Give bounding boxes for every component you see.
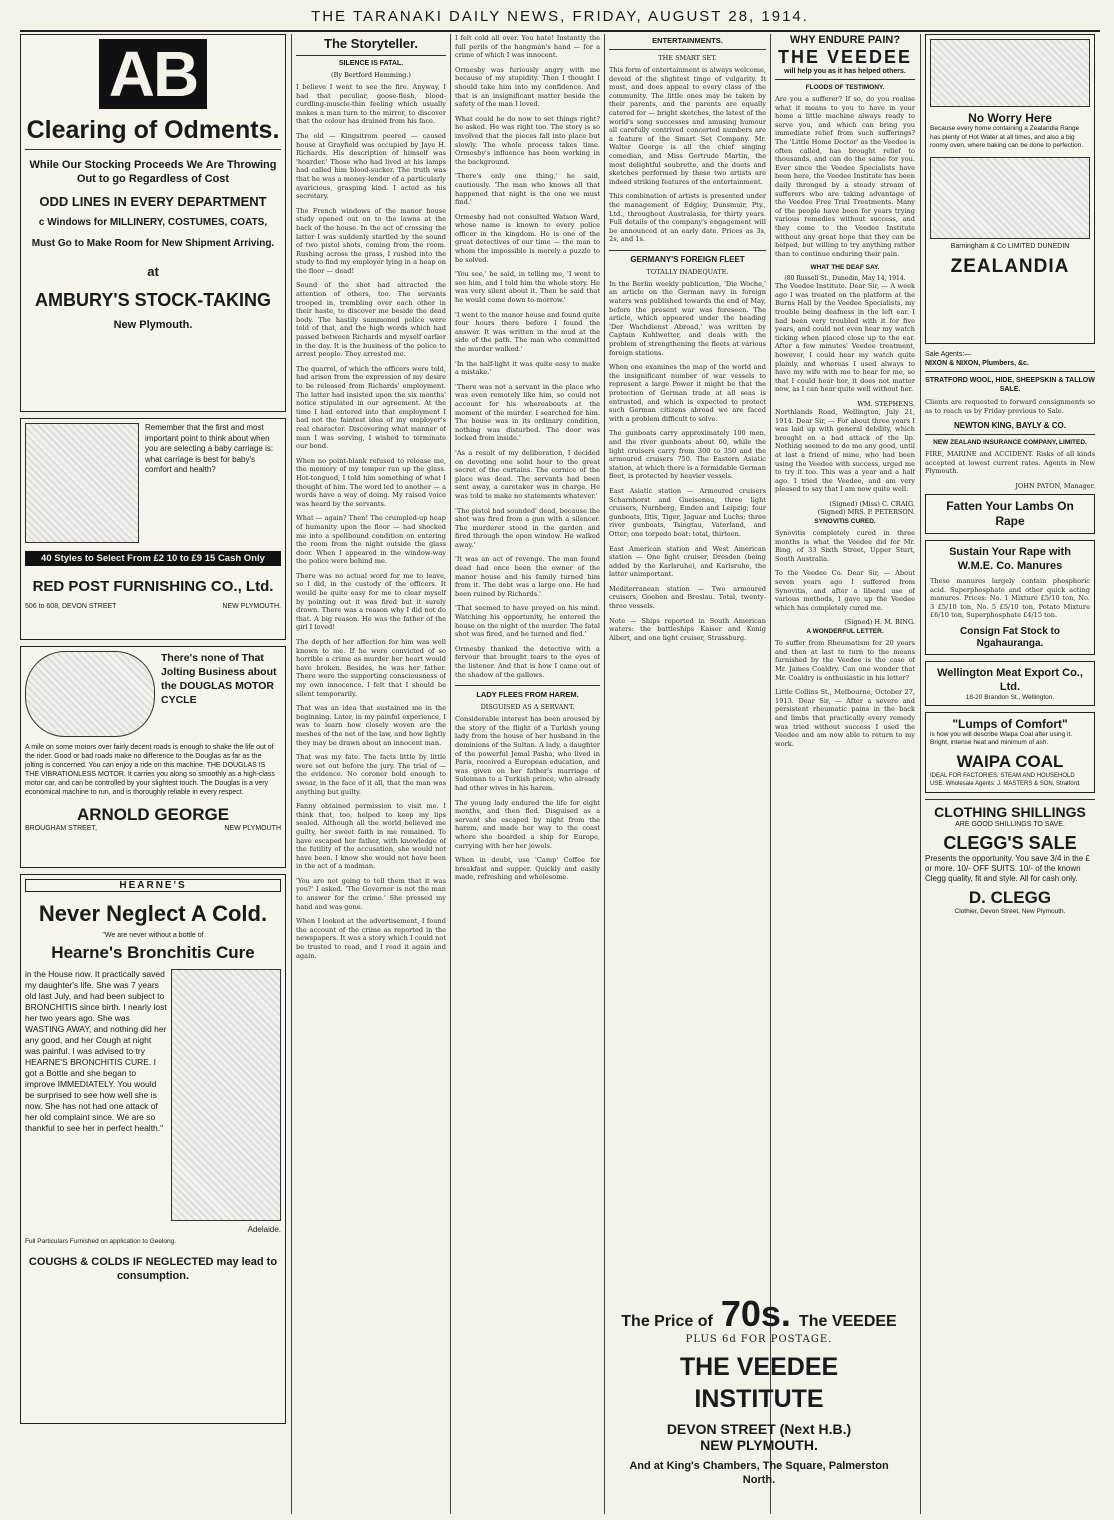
price-suffix: The VEEDEE (798, 1313, 897, 1330)
veedee-paragraph: To the Veedee Co. Dear Sir, — About seven years ago I suffered from Synovitis, and after a liberal use of various methods, I gave up the Veedee which has completely cured me. (775, 569, 915, 612)
zealandia-ad (925, 34, 1095, 344)
red-post-address: 506 to 608, DEVON STREET (25, 603, 117, 610)
column-rule (291, 34, 292, 1514)
story-paragraph: What could he do now to set things right? he asked. He was right too. The story is so involved that the pieces fall into place but slowly. The whole process takes time. Ormesby's influence has been working in the background. (455, 114, 600, 166)
testimonial: in the House now. It practically saved my daughter's life. She was 7 years old last July, and had been subject to BRONCHITIS since birth. I nearly lost her two years ago. She was WASTING AWAY, and nothing did her any good, and her Cough at night was painful. I was advised to try HEARNE'S BRONCHITIS CURE. I got a Bottle and she began to improve IMMEDIATELY. You would be surprised to see how well she is now. She has not had one attack of her old complaint since. We are so thankful to see her in perfect health." (25, 969, 167, 1133)
story-paragraph: When I looked at the advertisement, I found the account of the crime as reported in the newspapers. It was a story which I could not be trusted to read, and I read it again and again. (296, 917, 446, 960)
cleggs-sale: CLEGG'S SALE (943, 832, 1077, 853)
wellington-ad (925, 661, 1095, 706)
barningham: Barningham & Co LIMITED DUNEDIN (950, 242, 1070, 250)
deaf-title: WHAT THE DEAF SAY. (810, 264, 880, 272)
story-paragraph: Sound of the shot had attracted the attention of others, too. The servants trooped in, trembling over each other in their haste, to discover me beside the dead body. The hastily summoned police were told of that, and the high words which had passed between Richards and myself earlier in the day. It is the business of the police to arrest people. They arrested me. (296, 281, 446, 359)
story-paragraph: What — again? Then! The crumpled-up heap of humanity upon the floor — had shocked me into a spellbound condition on entering the room from the night outside the glass door. When I appeared in the window-way the police were behind me. (296, 514, 446, 566)
at-word: at (147, 264, 159, 279)
wonderful-title: A WONDERFUL LETTER. (806, 628, 884, 636)
entertainment-paragraph: This form of entertainment is always welcome, devoid of the slightest tinge of vulgarity. It must, and does appeal to every class of the community. The little ones may be taken by their parents, and the parents are equally catered for — bright sketches, the latest of the world's song successes and amusing humour all carefully contrived concerted numbers are a feature of the Smart Set Company. Mr. Walter George is all the chief singing comedian, and Miss Gertrude Martin, the most delightful soubrette, and the duets and sketches performed by these two artists are indeed striking features of the entertainment. (609, 66, 766, 186)
manures-text: These manures largely contain phosphoric acid. Superphosphate and other quick acting manures. Prices: No. 1 Mixture £5/10 ton, No. 3 £5/10 ton, No. 5 £5/10 ton, Potato Mixture £6/10 ton, Superphosphate £4/15 ton. (930, 576, 1090, 620)
harem-paragraph: The young lady endured the life for eight months, and then fled. Disguised as a servant she escaped by night from the harem, and made her way to the coast where she boarded a ship for Europe, carrying with her her jewels. (455, 798, 600, 850)
styles-line: 40 Styles to Select From £2 10 to £9 15 Cash Only (25, 551, 281, 566)
paton: JOHN PATON, Manager. (1015, 481, 1095, 490)
storyteller-title: The Storyteller. (324, 36, 418, 51)
story-paragraph: 'That seemed to have preyed on his mind. Watching his opportunity, he entered the house on the night of the murder. The fatal shot was fired, and he turned and fled.' (455, 604, 600, 639)
germany-paragraph: Mediterranean station — Two armoured cruisers, Goeben and Breslau. Total, twenty-three vessels. (609, 584, 766, 611)
veedee-name: THE VEEDEE (777, 47, 913, 67)
story-paragraph: There was no actual word for me to leave, so I did, in the custody of the officers. It would be quite easy for me to clear myself by pointing out it was fired but it surely drawn. There was a reason why I did not do that. A big reason. He was the father of the girl I loved! (296, 571, 446, 632)
germany-paragraph: When one examines the map of the world and the insignificant number of war vessels to represent a large Power it might be that the protection of German trade at all seas is entrusted, and which is expected to protect such German citizens abroad we are faced with a problem difficult to solve. (609, 363, 766, 423)
ambury-city: New Plymouth. (113, 319, 193, 331)
full-particulars: Full Particulars Furnished on application to Geelong. (25, 1238, 177, 1245)
story-paragraph: I believe I went to see the fire. Anyway, I had that peculiar, goose-flesh, blood-curdling-muscle-thin feeling which usually makes a man turn to the mirror, to discover that the colour has drained from his face. (296, 83, 446, 126)
smart-set-title: THE SMART SET. (658, 54, 717, 62)
red-post-name: RED POST FURNISHING CO., Ltd. (32, 578, 274, 595)
sustain-title: Sustain Your Rape with W.M.E. Co. Manures (949, 545, 1071, 572)
range-illustration (930, 157, 1090, 239)
no-worry: No Worry Here (968, 111, 1052, 125)
harem-title: LADY FLEES FROM HAREM. (476, 690, 579, 700)
story-paragraph: 'You see,' he said, in telling me, 'I went to see him, and I told him the whole story. He was very silent about it. Then he said that he would come down to-morrow.' (455, 270, 600, 305)
story-paragraph: 'In the half-light it was quite easy to make a mistake.' (455, 359, 600, 377)
veedee-paragraph: To suffer from Rheumatism for 20 years and then at last to turn to the means furnished by the Veedee is the case of Mr. James Coaldry. Can one wonder that Mr. Coaldry is enthusiastic in his letter? (775, 639, 915, 682)
postage: PLUS 6d FOR POSTAGE. (685, 1334, 833, 1345)
veedee-paragraph: Synovitis completely cured in three months is what the Veedee did for Mr. Bing, of 33 Sixth Street, Upper Sturt, South Australia. (775, 528, 915, 563)
coughs-colds: COUGHS & COLDS IF NEGLECTED may lead to consumption. (28, 1256, 278, 1282)
waipa-ad (925, 712, 1095, 793)
column-rule (920, 34, 921, 1514)
veedee-paragraph: Are you a sufferer? If so, do you realise what it means to you to have in your home a little machine always ready to serve you, and which can bring you immediate relief from such sufferings? The 'Little Home Doctor' as the Veedee is often called, has brought relief to thousands, and can do the same for you. Ever since the Veedee Specialists have been here, the Veedee Institute has been daily thronged by a steady stream of sufferers who are taking advantage of the Veedee Free Trial Treatments. Many of the people have been for years trying various remedies without success, and they come to the Veedee Institute without any great hope that they can be helped, but willing to try anything rather than to continue enduring their pain. (775, 95, 915, 258)
red-post-city: NEW PLYMOUTH. (222, 603, 281, 610)
knight-illustration (171, 969, 281, 1221)
insurance-text: FIRE, MARINE and ACCIDENT. Risks of all kinds accepted at lowest current rates. Agents in New Plymouth. (925, 450, 1095, 476)
germany-paragraph: Note — Ships reported in South American waters: the battleships Kaiser and Konig Albert, and one light cruiser, Strassburg. (609, 616, 766, 642)
floods-title: FLOODS OF TESTIMONY. (805, 84, 885, 91)
lumps-text: is how you will describe Waipa Coal after using it. Bright, intense heat and minimum of ash. (930, 730, 1073, 747)
veedee-help: will help you as it has helped others. (784, 68, 906, 75)
pot-illustration (930, 39, 1090, 107)
veedee-price: 70s. (720, 1293, 791, 1334)
adelaide: Adelaide. (247, 1225, 281, 1234)
story-byline: (By Bertford Hemming.) (331, 71, 411, 79)
story-paragraph: 'It was an act of revenge. The man found dead had once been the owner of the manor house and his family turned him from it. The debt was a large one. He had been ruined by Richards.' (455, 555, 600, 598)
story-paragraph: 'There's only one thing,' he said, cautiously. 'The man who knows all that happened that night is the one we must find.' (455, 172, 600, 207)
veedee-institute: THE VEEDEE INSTITUTE (679, 1353, 839, 1413)
waipa-text: IDEAL FOR FACTORIES, STEAM AND HOUSEHOLD USE. Wholesale Agents: J. MASTERS & SON, Stratford. (930, 772, 1081, 787)
bing-sign: (Signed) H. M. BING. (844, 618, 915, 627)
sale-agents: Sale Agents:— (925, 351, 972, 358)
lumps-title: "Lumps of Comfort" (952, 716, 1068, 731)
fatten-ad (925, 494, 1095, 534)
never-without: "We are never without a bottle of (102, 932, 204, 939)
clegg-sub: Clothier, Devon Street, New Plymouth. (954, 907, 1066, 915)
nixon: NIXON & NIXON, Plumbers, &c. (925, 360, 1029, 367)
wme-ad (925, 540, 1095, 655)
germany-title: GERMANY'S FOREIGN FLEET (630, 254, 745, 264)
institute-address: DEVON STREET (Next H.B.) (666, 1421, 852, 1437)
germany-paragraph: The gunboats carry approximately 100 men, and the river gunboats about 60, while the light cruisers carry from 300 to 350 and the armoured cruisers 750. The Eastern Asiatic station, at which there is a formidable German fleet, is protected by heavier vessels. (609, 429, 766, 481)
windows-line: c Windows for MILLINERY, COSTUMES, COATS, (38, 217, 268, 228)
never-neglect: Never Neglect A Cold. (38, 901, 268, 926)
motorcycle-illustration (25, 651, 155, 737)
column-ads-right (925, 34, 1095, 1514)
bronchitis-cure: Hearne's Bronchitis Cure (51, 943, 255, 962)
story-paragraph: Ormesby thanked the detective with a fervour that brought tears to the eyes of the listener. And that is how I came out of the shadow of the gallows. (455, 644, 600, 679)
masthead: THE TARANAKI DAILY NEWS, FRIDAY, AUGUST 28, 1914. (20, 4, 1100, 32)
story-paragraph: 'The pistol had sounded' dead, because the shot was fired from a gun with a silencer. The murderer stood in the garden and fired through the open window. He walked away.' (455, 506, 600, 549)
story-paragraph: Ormesby had not consulted Watson Ward, whose name is known to every police officer in the kingdom. He is one of the great detectives of our time — the man to whom the impossible is merely a puzzle to be solved. (455, 212, 600, 264)
story-paragraph: 'There was not a servant in the place who was even remotely like him, so could not account for his whereabouts at the moment of the murder. I searched for him. The house was in its ordinary condition, nothing was disturbed. The door was locked from inside.' (455, 382, 600, 443)
germany-paragraph: In the Berlin weekly publication, 'Die Woche,' an article on the German navy in foreign waters was published towards the end of May, before the present war was foreseen. The article, which appeared under the heading 'Der Wachdienst Abroad,' was written by Captain Kuhlwetter, and deals with the problem of strengthening the fleets at various foreign stations. (609, 279, 766, 357)
veedee-paragraph: Northlands Road, Wellington, July 21, 1914. Dear Sir, — For about three years I was laid up with general debility, which brought on a bad attack of the lip. Nothing seemed to do me any good, until at last a friend of mine, who had been using the Veedee with success, urged me to try it too. This was a year and a half ago. I tried the Veedee, and am very pleased to say that I am now quite well. (775, 408, 915, 494)
zealandia-text: Because every home containing a Zealandia Range has plenty of Hot Water at all times, and also a big roomy oven, where baking can be done to perfection. (930, 125, 1084, 149)
nz-insurance: NEW ZEALAND INSURANCE COMPANY, LIMITED. (933, 439, 1087, 447)
douglas-title: There's none of That Jolting Business about the DOUGLAS MOTOR CYCLE (161, 652, 277, 706)
story-paragraph: The old — Kingsitrom peered — caused house at Grayfield was occupied by Jaye H. Richards. His description of himself was 'hoarder.' Those who had lived at his lamps had called him blood-sucker. The truth was that he was a money-lender of a particularly avaricious, grasping kind. I acted as his secretary. (296, 131, 446, 201)
deaf-address: (80 Russell St., Dunedin, May 14, 1914. (784, 275, 906, 283)
story-paragraph: 'You are not going to tell them that it was you?' I asked. 'The Governor is not the man to answer for the crime.' She pressed my hand and was gone. (296, 876, 446, 911)
veedee-price-ad (609, 1290, 909, 1498)
harem-paragraph: Considerable interest has been aroused by the story of the flight of a Turkish young lady from the house of her husband in the dominions of the Sultan. A lady, a daughter of the powerful Jemal Pasha, who lived in Paris, received a European education, and was given on her father's marriage of Suleiman to a Turkish prince, who already had other wives in his harem. (455, 715, 600, 792)
story-paragraph: The French windows of the manor house study opened out on to the lawns at the back of the house. In the act of crossing the latter I was suddenly startled by the sound of two pistol shots, coming from the room. Rushing across the grass, I rushed into the study to find my employer lying in a heap on the floor — dead! (296, 206, 446, 275)
harem-paragraph: When in doubt, use 'Camp' Coffee for breakfast and supper. Quickly and easily made, refreshing and wholesome. (455, 856, 600, 882)
wool-text: Clients are requested to forward consignments so as to reach us by Friday previous to Sale. (925, 398, 1095, 415)
column-veedee-left (775, 34, 915, 1282)
hearnes-ad (20, 874, 286, 1424)
zealandia-name: ZEALANDIA (950, 255, 1070, 277)
douglas-ad (20, 646, 286, 868)
clegg-text: Presents the opportunity. You save 3/4 in the £ or more. 10/- OFF SUITS. 10/- of the known Clegg quality, fit and style. All for cash only. (925, 853, 1090, 883)
waipa-coal: WAIPA COAL (956, 751, 1064, 771)
story-paragraph: The depth of her affection for him was well known to me. If he were convicted of so horrible a crime as murder her heart would have broken. Besides, he was her father. There were the supporting consciousness of my own innocence. I felt that I should be silent temporarily. (296, 638, 446, 698)
germany-sub: TOTALLY INADEQUATE. (646, 267, 729, 276)
wellington-address: 18-20 Brandon St., Wellington. (965, 693, 1055, 701)
ambury-name: AMBURY'S STOCK-TAKING (35, 290, 271, 310)
story-paragraph: 'As a result of my deliberation, I decided on devoting one solid hour to the great secret of the curtains. The cornice of the place was dead. The servants had been sent away, a caretaker was in charge. He was told to make no statements whatever.' (455, 448, 600, 500)
story-paragraph: The quarrel, of which the officers were told, had arisen from the expression of my desire to be released from Richards' employment. The latter had insisted upon the six months' notice stipulated in our agreement. At the time I had entered into that employment I had not the faintest idea of my employer's real character. Discovering what manner of man I was serving, I wished to terminate our bond. (296, 364, 446, 451)
harem-sub: DISGUISED AS A SERVANT. (480, 703, 575, 712)
clegg-name: D. CLEGG (968, 887, 1052, 907)
odd-lines: ODD LINES IN EVERY DEPARTMENT (39, 194, 267, 209)
pain-title: WHY ENDURE PAIN? (789, 34, 901, 46)
column-story-continued (455, 34, 600, 1514)
entertainments-title: ENTERTAINMENTS. (652, 36, 723, 45)
story-title: SILENCE IS FATAL. (338, 60, 404, 67)
veedee-paragraph: The Veedee Institute. Dear Sir, — A week ago I was treated on the platform at the Burns Hall by the Veedee Specialists, my trouble being deafness in the left ear. I had been very troubled with it for five years, and could not even hear my watch ticking when placed close up to the ear. After a few minutes' Veedee treatment, however, I could hear my watch quite plainly, and whereas I used always to have my wife with me to hear for me, so that I could hear her, it does not matter now, as I can hear quite well without her. (775, 282, 915, 394)
peterson-sign: (Signed) MRS. P. PETERSON. (817, 507, 915, 516)
story-paragraph: That was an idea that sustained me in the beginning. Later, in my painful experience, I was to learn how closely woven are the meshes of the net of the law, and how lightly they may be drawn about an innocent man. (296, 704, 446, 747)
pram-text: Remember that the first and most important point to think about when you are selecting a baby carriage is: what carriage is best for baby's comfort and health? (145, 423, 274, 474)
stephens-sign: WM. STEPHENS. (857, 400, 915, 408)
clearing-sub: While Our Stocking Proceeds We Are Throwing Out to go Regardless of Cost (29, 159, 277, 185)
ambury-ad (20, 34, 286, 412)
clearing-title: Clearing of Odments. (26, 116, 280, 144)
column-ads-left (20, 34, 286, 1514)
douglas-text: A mile on some motors over fairly decent roads is enough to shake the life out of the rider. Good or bad roads make no difference to the Douglas as far as the jolting is concerned. You can enjoy a ride on this machine. THE DOUGLAS IS THE VIBRATIONLESS MOTOR. It carries you along so smoothly as a high-class motor car, and can be controlled by your slightest touch. The Douglas is a very economical machine to run, and is thoroughly reliable in every respect. (25, 744, 275, 796)
consign: Consign Fat Stock to Ngahauranga. (960, 625, 1060, 649)
column-storyteller (296, 34, 446, 1514)
kings-chambers: And at King's Chambers, The Square, Palmerston North. (629, 1460, 889, 1486)
veedee-paragraph: Little Collins St., Melbourne, October 27, 1913. Dear Sir, — After a severe and persistent rheumatic pains in the back and limbs that practically every remedy was tried without success I used the Veedee and am now able to return to my work. (775, 688, 915, 748)
story-paragraph: Fanny obtained permission to visit me. I think that, too, helped to keep my lips sealed. Although all the world believed me guilty, her sweet faith in me remained. To have escaped her father, with knowledge of the futility of the accusation, she would not have been. I know she would not have been in the act of a madman. (296, 802, 446, 871)
clothing-shillings: CLOTHING SHILLINGS (934, 803, 1086, 820)
ab-logo: AB (99, 39, 207, 109)
synovitis-title: SYNOVITIS CURED. (814, 517, 876, 525)
story-paragraph: 'I went to the manor house and found quite four hours there before I found the answer. It was written in the mud at the side of the path. The man who committed the murder walked.' (455, 310, 600, 353)
germany-paragraph: East Asiatic station — Armoured cruisers Scharnhorst and Gneisenau, three light cruisers, Nurnberg, Emden and Leipzig; four gunboats, Iltis, Tiger, Jaguar and Luchs; three river gunboats, Tsingtau, Vaterland, and Otter; one torpedo boat: total, thirteen. (609, 486, 766, 538)
story-paragraph: That was my fate. The facts little by little were set out before the jury. The trial of — the evidence. No coroner bold enough to swear, in the face of it all, that the man was anything but guilty. (296, 753, 446, 796)
clothing-sub: ARE GOOD SHILLINGS TO SAVE. (955, 820, 1065, 828)
price-prefix: The Price of (621, 1313, 713, 1330)
column-rule (604, 34, 605, 1514)
story-paragraph: When no point-blank refused to release me, the memory of my temper ran up the glass. Hot-tongued, I told him something of what I thought of him. The word led to another — a words have a way of doing. My raised voice was heard by the servants. (296, 456, 446, 508)
germany-paragraph: East American station and West American station — One light cruiser, Dresden (being added by the Karlsruhe), and Karlsruhe, the latter unimportant. (609, 544, 766, 579)
fatten-title: Fatten Your Lambs On Rape (946, 498, 1074, 528)
story-paragraph: I felt cold all over. You hate! Instantly the full perils of the hangman's hand — for a crime of which I was innocent. (455, 34, 600, 60)
hearnes-banner: HEARNE'S (25, 879, 281, 892)
column-rule (450, 34, 451, 1514)
wellington-name: Wellington Meat Export Co., Ltd. (937, 666, 1083, 693)
stratford-wool: STRATFORD WOOL, HIDE, SHEEPSKIN & TALLOW SALE. (925, 377, 1095, 393)
entertainment-paragraph: This combination of artists is presented under the management of Edgley, Dunsmuir, Pty., Ltd., throughout Australasia, for thirty years. Full details of the company's engagement will be announced at an early date. Prices as 3s, 2s, and 1s. (609, 192, 766, 244)
arnold-george: ARNOLD GEORGE (76, 805, 230, 824)
pram-illustration (25, 423, 139, 543)
institute-city: NEW PLYMOUTH. (700, 1437, 818, 1453)
craig-sign: (Signed) (Miss) C. CRAIG. (829, 499, 915, 508)
story-paragraph: Ormesby was furiously angry with me because of my stupidity. Then I thought I should take him into my confidence. And that is an insignificant matter beside the safety of the man I loved. (455, 65, 600, 109)
bayly: NEWTON KING, BAYLY & CO. (953, 421, 1067, 431)
arnold-address: BROUGHAM STREET, (25, 825, 97, 832)
must-go: Must Go to Make Room for New Shipment Arriving. (31, 238, 275, 249)
red-post-ad (20, 418, 286, 640)
arnold-city: NEW PLYMOUTH (224, 825, 281, 832)
